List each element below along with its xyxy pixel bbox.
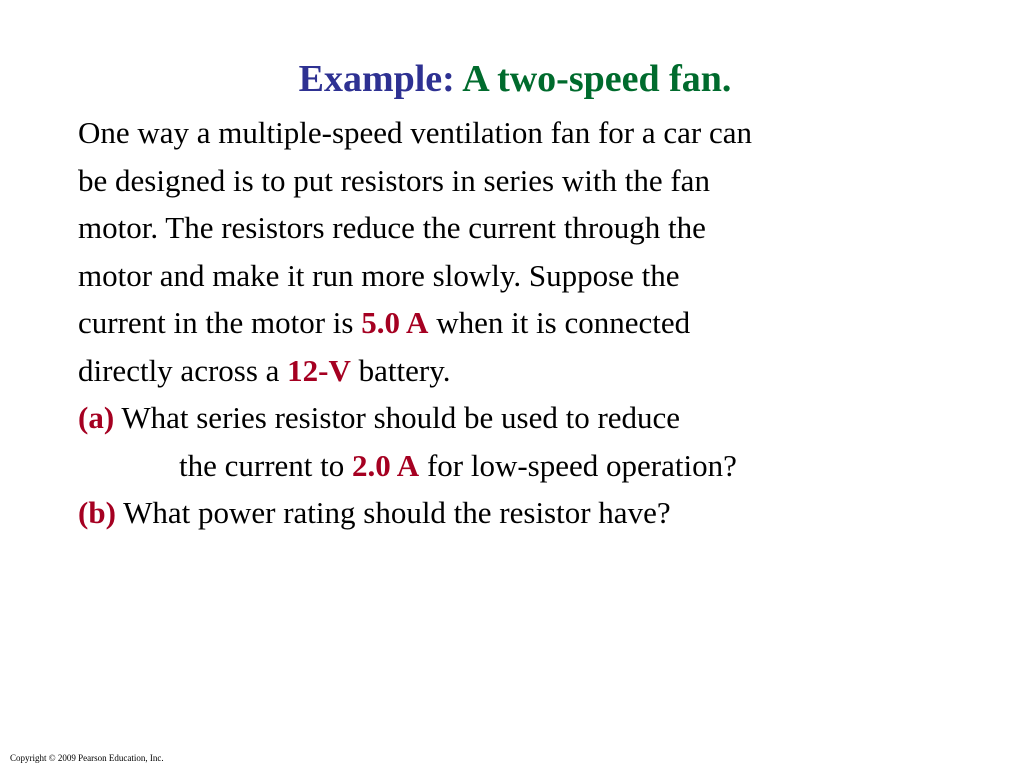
- part-a-label: (a): [78, 400, 115, 435]
- part-a-line-2: [78, 442, 978, 490]
- part-a-line-2-post: for low-speed operation?: [426, 447, 737, 483]
- part-a-line-2-pre: the current to: [179, 447, 345, 483]
- problem-line-6-post: battery.: [358, 352, 451, 388]
- problem-line-1: One way a multiple-speed ventilation fan for a car can: [78, 115, 752, 150]
- target-current-value: 2.0 A: [352, 447, 420, 483]
- problem-line-2: be designed is to put resistors in series with the fan: [78, 162, 710, 198]
- part-a-question: What series resistor should be used to reduce: [121, 400, 681, 435]
- copyright-footer: Copyright © 2009 Pearson Education, Inc.: [10, 753, 164, 763]
- part-b-question: What power rating should the resistor have?: [123, 495, 671, 530]
- title-prefix: Example:: [298, 58, 455, 100]
- problem-body: [78, 109, 978, 537]
- voltage-value: 12-V: [287, 352, 351, 388]
- problem-line-6-pre: directly across a: [78, 352, 280, 388]
- part-a-line-1: [78, 394, 978, 442]
- title-main: A two-speed fan.: [462, 58, 732, 100]
- problem-line-5-pre: current in the motor is: [78, 305, 354, 340]
- problem-line-3: motor. The resistors reduce the current through the: [78, 210, 706, 245]
- problem-line-5: [78, 299, 978, 347]
- slide-title: [0, 55, 1024, 103]
- part-b-line: [78, 489, 978, 537]
- problem-line-6: [78, 347, 978, 395]
- problem-line-4: motor and make it run more slowly. Suppose the: [78, 257, 680, 293]
- current-value: 5.0 A: [361, 305, 429, 340]
- problem-line-5-post: when it is connected: [436, 305, 691, 340]
- part-b-label: (b): [78, 495, 116, 530]
